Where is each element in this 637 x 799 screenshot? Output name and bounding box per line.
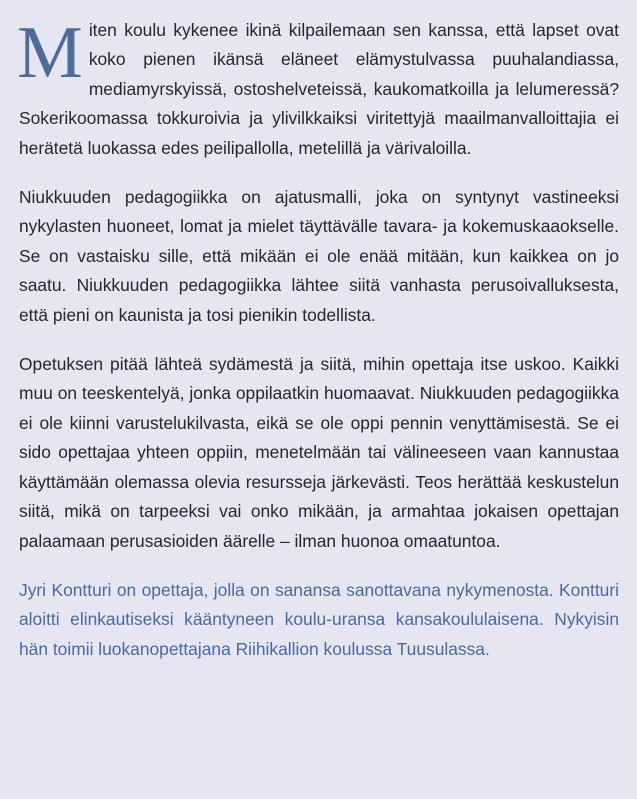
body-paragraph: Niukkuuden pedagogiikka on ajatusmalli, joka on syntynyt vastineeksi nykylasten huoneet, lomat ja mielet täyttävälle tavara- ja kokemuskaaokselle. Se on vastaisku sille, että mikään ei ole enää mitään, kun kaikkea on jo saatu. Niukkuuden pedagogiikka lähtee siitä vanhasta perusoivalluksesta, että pieni on kaunista ja tosi pienikin todellista. bbox=[19, 187, 619, 325]
drop-cap-letter: M bbox=[17, 12, 83, 94]
intro-paragraph-text: iten koulu kykenee ikinä kilpailemaan sen kanssa, että lapset ovat koko pienen ikänsä eläneet elämystulvassa puuhalandiassa, mediamyrskyissä, ostoshelveteissä, kaukomatkoilla ja lelumeressä? Sokerikoomassa tokkuroivia ja ylivilkkaiksi viritettyjä maailmanvalloittajia ei herätetä luokassa edes peilipallolla, metelillä ja värivaloilla. bbox=[19, 20, 619, 158]
author-bio: Jyri Kontturi on opettaja, jolla on sanansa sanottavana nykymenosta. Kontturi aloitti elinkautiseksi kääntyneen koulu-uransa kansakoululaisena. Nykyisin hän toimii luokanopettajana Riihikallion koulussa Tuusulassa. bbox=[19, 579, 619, 659]
intro-paragraph bbox=[17, 12, 619, 163]
body-paragraph: Opetuksen pitää lähteä sydämestä ja siitä, mihin opettaja itse uskoo. Kaikki muu on teeskentelyä, jonka oppilaatkin huomaavat. Niukkuuden pedagogiikka ei ole kiinni varustelukilvasta, eikä se ole oppi pennin venyttämisestä. Se ei sido opettajaa yhteen oppiin, menetelmään tai välineeseen vaan kannustaa käyttämään olemassa olevia resursseja järkevästi. Teos herättää keskustelun siitä, mikä on tarpeeksi vai onko mikään, ja armahtaa jokaisen opettajan palaamaan perusasioiden äärelle – ilman huonoa omaatuntoa. bbox=[19, 354, 619, 551]
